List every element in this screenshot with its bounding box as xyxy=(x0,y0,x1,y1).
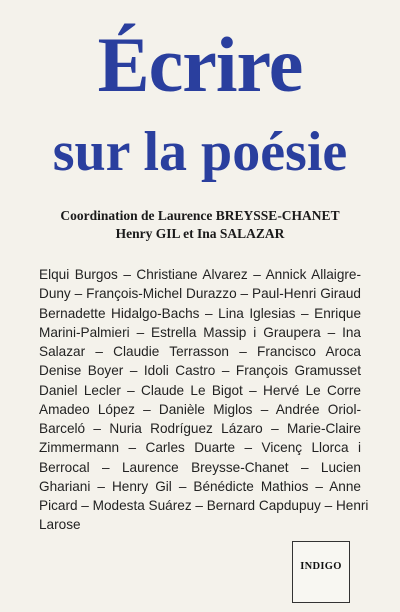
author-line: Barceló – Nuria Rodríguez Lázaro – Marie-Claire xyxy=(39,421,361,436)
author-line: Berrocal – Laurence Breysse-Chanet – Lucien xyxy=(39,459,361,475)
author-line: Bernadette Hidalgo-Bachs – Lina Iglesias – Enrique xyxy=(39,305,361,321)
author-line: Amadeo López – Danièle Miglos – Andrée Oriol- xyxy=(39,401,361,417)
author-line: Picard – Modesta Suárez – Bernard Capdupuy – Henri xyxy=(39,498,369,513)
author-line: Marini-Palmieri – Estrella Massip i Graupera – Ina xyxy=(39,324,361,340)
author-line: Daniel Lecler – Claude Le Bigot – Hervé Le Corre xyxy=(39,382,361,398)
publisher-logo xyxy=(292,541,350,603)
publisher-name: INDIGO xyxy=(300,561,342,572)
author-line: Zimmermann – Carles Duarte – Vicenç Llorca i xyxy=(39,440,361,456)
author-line: Denise Boyer – Idoli Castro – François Gramusset xyxy=(39,363,361,379)
author-line: Duny – François-Michel Durazzo – Paul-Henri Giraud xyxy=(39,286,361,302)
title-line-1: Écrire xyxy=(97,21,303,108)
author-line: Ghariani – Henry Gil – Bénédicte Mathios – Anne xyxy=(39,478,361,494)
author-line: Elqui Burgos – Christiane Alvarez – Annick Allaigre- xyxy=(39,267,361,282)
coordination-line-2: Henry GIL et Ina SALAZAR xyxy=(115,226,285,241)
coordination-line-1: Coordination de Laurence BREYSSE-CHANET xyxy=(60,208,340,223)
author-line: Salazar – Claudie Terrasson – Francisco Aroca xyxy=(39,344,361,359)
author-line: Larose xyxy=(39,517,81,533)
title-line-2: sur la poésie xyxy=(52,121,348,183)
author-list xyxy=(39,265,369,535)
